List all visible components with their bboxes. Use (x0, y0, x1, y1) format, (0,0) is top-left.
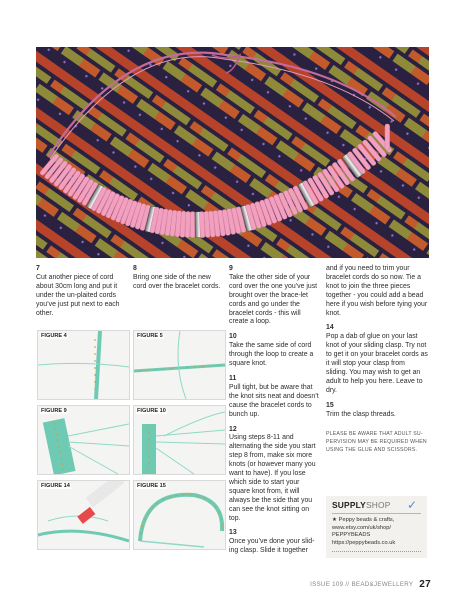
figure-5 (133, 330, 226, 400)
safety-note: PLEASE BE AWARE THAT ADULT SU-PERVISION MAY BE REQUIRED WHEN USING THE GLUE AND SCISSORS. (326, 430, 427, 453)
pink-disc-bead (185, 211, 190, 237)
pink-disc-bead (190, 212, 195, 238)
dotted-divider (332, 551, 421, 552)
shop-url-link[interactable]: www.etsy.com/uk/shop/ (332, 524, 392, 531)
figure-15-photo (134, 481, 225, 549)
magazine-name: BEAD&JEWELLERY (351, 581, 414, 588)
figure-10 (133, 405, 226, 475)
steps-9-13 (229, 265, 320, 562)
step-text: Pop a dab of glue on your last knot of your sliding clasp. Try not to get it on your bracelet cords as it will stop your clasp from sliding. You may wish to get an adult to help you here. Leave to dry. (326, 333, 428, 394)
step-number: 9 (229, 265, 233, 272)
figure-caption: FIGURE 14 (41, 483, 70, 489)
figure-caption: FIGURE 9 (41, 408, 67, 414)
step-text: Using steps 8-11 and alternating the side you start step 8 from, make six more knots (or however many you want to have). If you lose which side to start your square knot from, it will always be the side that you can see the knot sitting on top. (229, 434, 316, 522)
supply-shop-box (326, 496, 427, 558)
figure-caption: FIGURE 10 (137, 408, 166, 414)
step-text: and if you need to trim your bracelet cords do so now. Tie a knot to join the three pieces together - you could add a bead here if you wish before tying your knot. (326, 265, 428, 317)
step-number: 10 (229, 333, 237, 341)
page-number: 27 (419, 579, 431, 590)
figure-9 (37, 405, 130, 475)
figure-14 (37, 480, 130, 550)
step-number: 7 (36, 265, 40, 272)
figure-caption: FIGURE 5 (137, 333, 163, 339)
figure-caption: FIGURE 4 (41, 333, 67, 339)
figure-5-photo (134, 331, 225, 399)
step-text: Bring one side of the new cord over the bracelet cords. (133, 273, 221, 290)
figure-4-photo (38, 331, 129, 399)
supply-shop-title (332, 500, 391, 510)
step-text: Cut another piece of cord about 30cm long and put it under the un-plaited cords you’ve just put next to each other. (36, 273, 120, 317)
figure-9-photo (38, 406, 129, 474)
step-number: 8 (133, 265, 137, 272)
page-footer (310, 579, 431, 590)
step-number: 14 (326, 324, 334, 332)
step-number: 11 (229, 374, 237, 382)
check-icon: ✓ (406, 498, 417, 512)
shop-name: ★ Peppy beads & crafts, (332, 517, 395, 523)
steps-14-15 (326, 265, 428, 460)
title-light: SHOP (365, 500, 391, 510)
step-text: Pull tight, but be aware that the knot sits neat and doesn’t cause the bracelet cords to bunch up. (229, 383, 319, 418)
figure-14-photo (38, 481, 129, 549)
bracelet-photo (36, 47, 429, 258)
figure-4 (37, 330, 130, 400)
title-bold: SUPPLY (332, 500, 366, 510)
step-8 (133, 265, 222, 298)
step-number: 13 (229, 529, 237, 537)
figure-15 (133, 480, 226, 550)
step-text: Once you’ve done your slid-ing clasp. Slide it together (229, 538, 315, 555)
pink-disc-bead (385, 124, 390, 150)
step-text: Take the same side of cord through the loop to create a square knot. (229, 342, 314, 368)
divider (332, 513, 421, 514)
step-text: Take the other side of your cord over the one you’ve just brought over the brace-let cords and go under the bracelet cords - this will create a loop. (229, 273, 318, 326)
hero-photo (36, 47, 429, 258)
step-7 (36, 265, 125, 324)
figure-caption: FIGURE 15 (137, 483, 166, 489)
issue-number: ISSUE 109 (310, 581, 344, 588)
step-text: Trim the clasp threads. (326, 410, 396, 418)
figure-10-photo (134, 406, 225, 474)
separator: // (345, 581, 350, 588)
step-number: 12 (229, 425, 237, 433)
website-link[interactable]: https://peppybeads.co.uk (332, 540, 396, 547)
shop-url-link-cont[interactable]: PEPPYBEADS (332, 532, 371, 539)
step-number: 15 (326, 401, 334, 409)
